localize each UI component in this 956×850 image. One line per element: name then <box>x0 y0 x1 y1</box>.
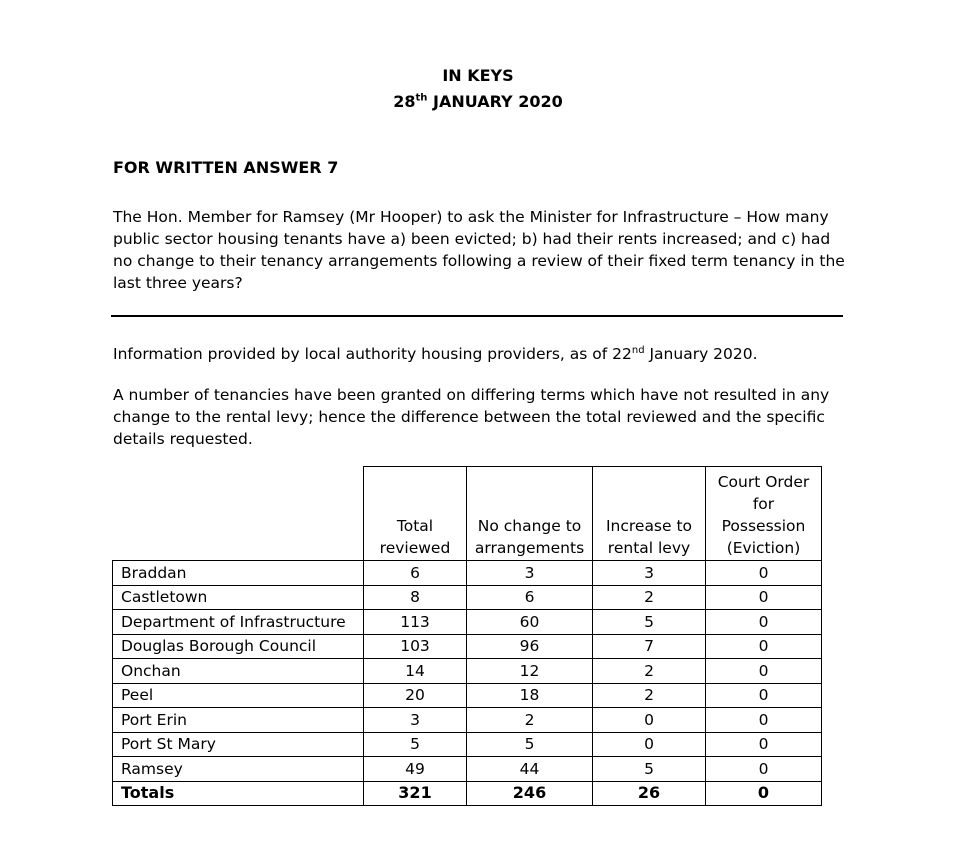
row-name: Department of Infrastructure <box>113 610 364 635</box>
cell-court-order: 0 <box>706 732 822 757</box>
total-court-order-sum: 0 <box>706 781 822 806</box>
cell-court-order: 0 <box>706 585 822 610</box>
cell-no-change: 3 <box>467 561 593 586</box>
table-row <box>113 659 822 684</box>
total-increase-sum: 26 <box>593 781 706 806</box>
cell-court-order: 0 <box>706 757 822 782</box>
row-name: Peel <box>113 683 364 708</box>
cell-increase: 5 <box>593 610 706 635</box>
header-court-order: Court Order for Possession (Eviction) <box>706 467 822 561</box>
cell-total: 5 <box>364 732 467 757</box>
row-name: Onchan <box>113 659 364 684</box>
tenancy-review-table <box>112 466 822 806</box>
table-row <box>113 683 822 708</box>
table-row <box>113 732 822 757</box>
cell-court-order: 0 <box>706 610 822 635</box>
table-row <box>113 561 822 586</box>
cell-increase: 0 <box>593 708 706 733</box>
table-row <box>113 757 822 782</box>
cell-no-change: 96 <box>467 634 593 659</box>
document-date <box>0 92 956 111</box>
header-no-change: No change to arrangements <box>467 467 593 561</box>
table-row <box>113 708 822 733</box>
info-text <box>113 340 853 365</box>
total-no-change-sum: 246 <box>467 781 593 806</box>
cell-court-order: 0 <box>706 561 822 586</box>
cell-increase: 3 <box>593 561 706 586</box>
total-reviewed-sum: 321 <box>364 781 467 806</box>
cell-increase: 0 <box>593 732 706 757</box>
cell-increase: 2 <box>593 659 706 684</box>
cell-court-order: 0 <box>706 634 822 659</box>
table-row <box>113 610 822 635</box>
header-blank-cell <box>113 467 364 561</box>
row-name: Douglas Borough Council <box>113 634 364 659</box>
info-text-after: January 2020. <box>644 345 758 364</box>
document-heading: IN KEYS <box>442 66 514 85</box>
cell-court-order: 0 <box>706 708 822 733</box>
cell-court-order: 0 <box>706 683 822 708</box>
table-row <box>113 585 822 610</box>
header-total-reviewed: Total reviewed <box>364 467 467 561</box>
table-row <box>113 634 822 659</box>
cell-total: 14 <box>364 659 467 684</box>
divider <box>111 315 843 317</box>
cell-total: 20 <box>364 683 467 708</box>
date-day: 28 <box>393 92 416 111</box>
cell-total: 3 <box>364 708 467 733</box>
header-increase: Increase to rental levy <box>593 467 706 561</box>
row-name: Port St Mary <box>113 732 364 757</box>
row-name: Port Erin <box>113 708 364 733</box>
cell-no-change: 5 <box>467 732 593 757</box>
cell-no-change: 18 <box>467 683 593 708</box>
cell-increase: 5 <box>593 757 706 782</box>
cell-no-change: 44 <box>467 757 593 782</box>
row-name: Braddan <box>113 561 364 586</box>
cell-court-order: 0 <box>706 659 822 684</box>
cell-no-change: 60 <box>467 610 593 635</box>
cell-increase: 2 <box>593 585 706 610</box>
note-text: A number of tenancies have been granted on differing terms which have not resulted in any change to the rental levy; hence the difference between the total reviewed and the specific details requested. <box>113 386 830 448</box>
info-text-before: Information provided by local authority housing providers, as of 22 <box>113 345 632 364</box>
row-name: Castletown <box>113 585 364 610</box>
cell-increase: 7 <box>593 634 706 659</box>
totals-row <box>113 781 822 806</box>
date-day-suffix: th <box>415 92 428 104</box>
row-name: Ramsey <box>113 757 364 782</box>
cell-no-change: 2 <box>467 708 593 733</box>
date-month-year: JANUARY 2020 <box>427 92 563 111</box>
cell-no-change: 12 <box>467 659 593 684</box>
answer-title: FOR WRITTEN ANSWER 7 <box>113 158 339 177</box>
cell-total: 49 <box>364 757 467 782</box>
cell-increase: 2 <box>593 683 706 708</box>
cell-no-change: 6 <box>467 585 593 610</box>
info-date-suffix: nd <box>631 345 645 356</box>
cell-total: 113 <box>364 610 467 635</box>
cell-total: 6 <box>364 561 467 586</box>
cell-total: 103 <box>364 634 467 659</box>
question-text: The Hon. Member for Ramsey (Mr Hooper) to ask the Minister for Infrastructure – How many public sector housing tenants have a) been evicted; b) had their rents increased; and c) had no change to their tenancy arrangements following a review of their fixed term tenancy in the last three years? <box>113 208 845 292</box>
totals-label: Totals <box>113 781 364 806</box>
cell-total: 8 <box>364 585 467 610</box>
